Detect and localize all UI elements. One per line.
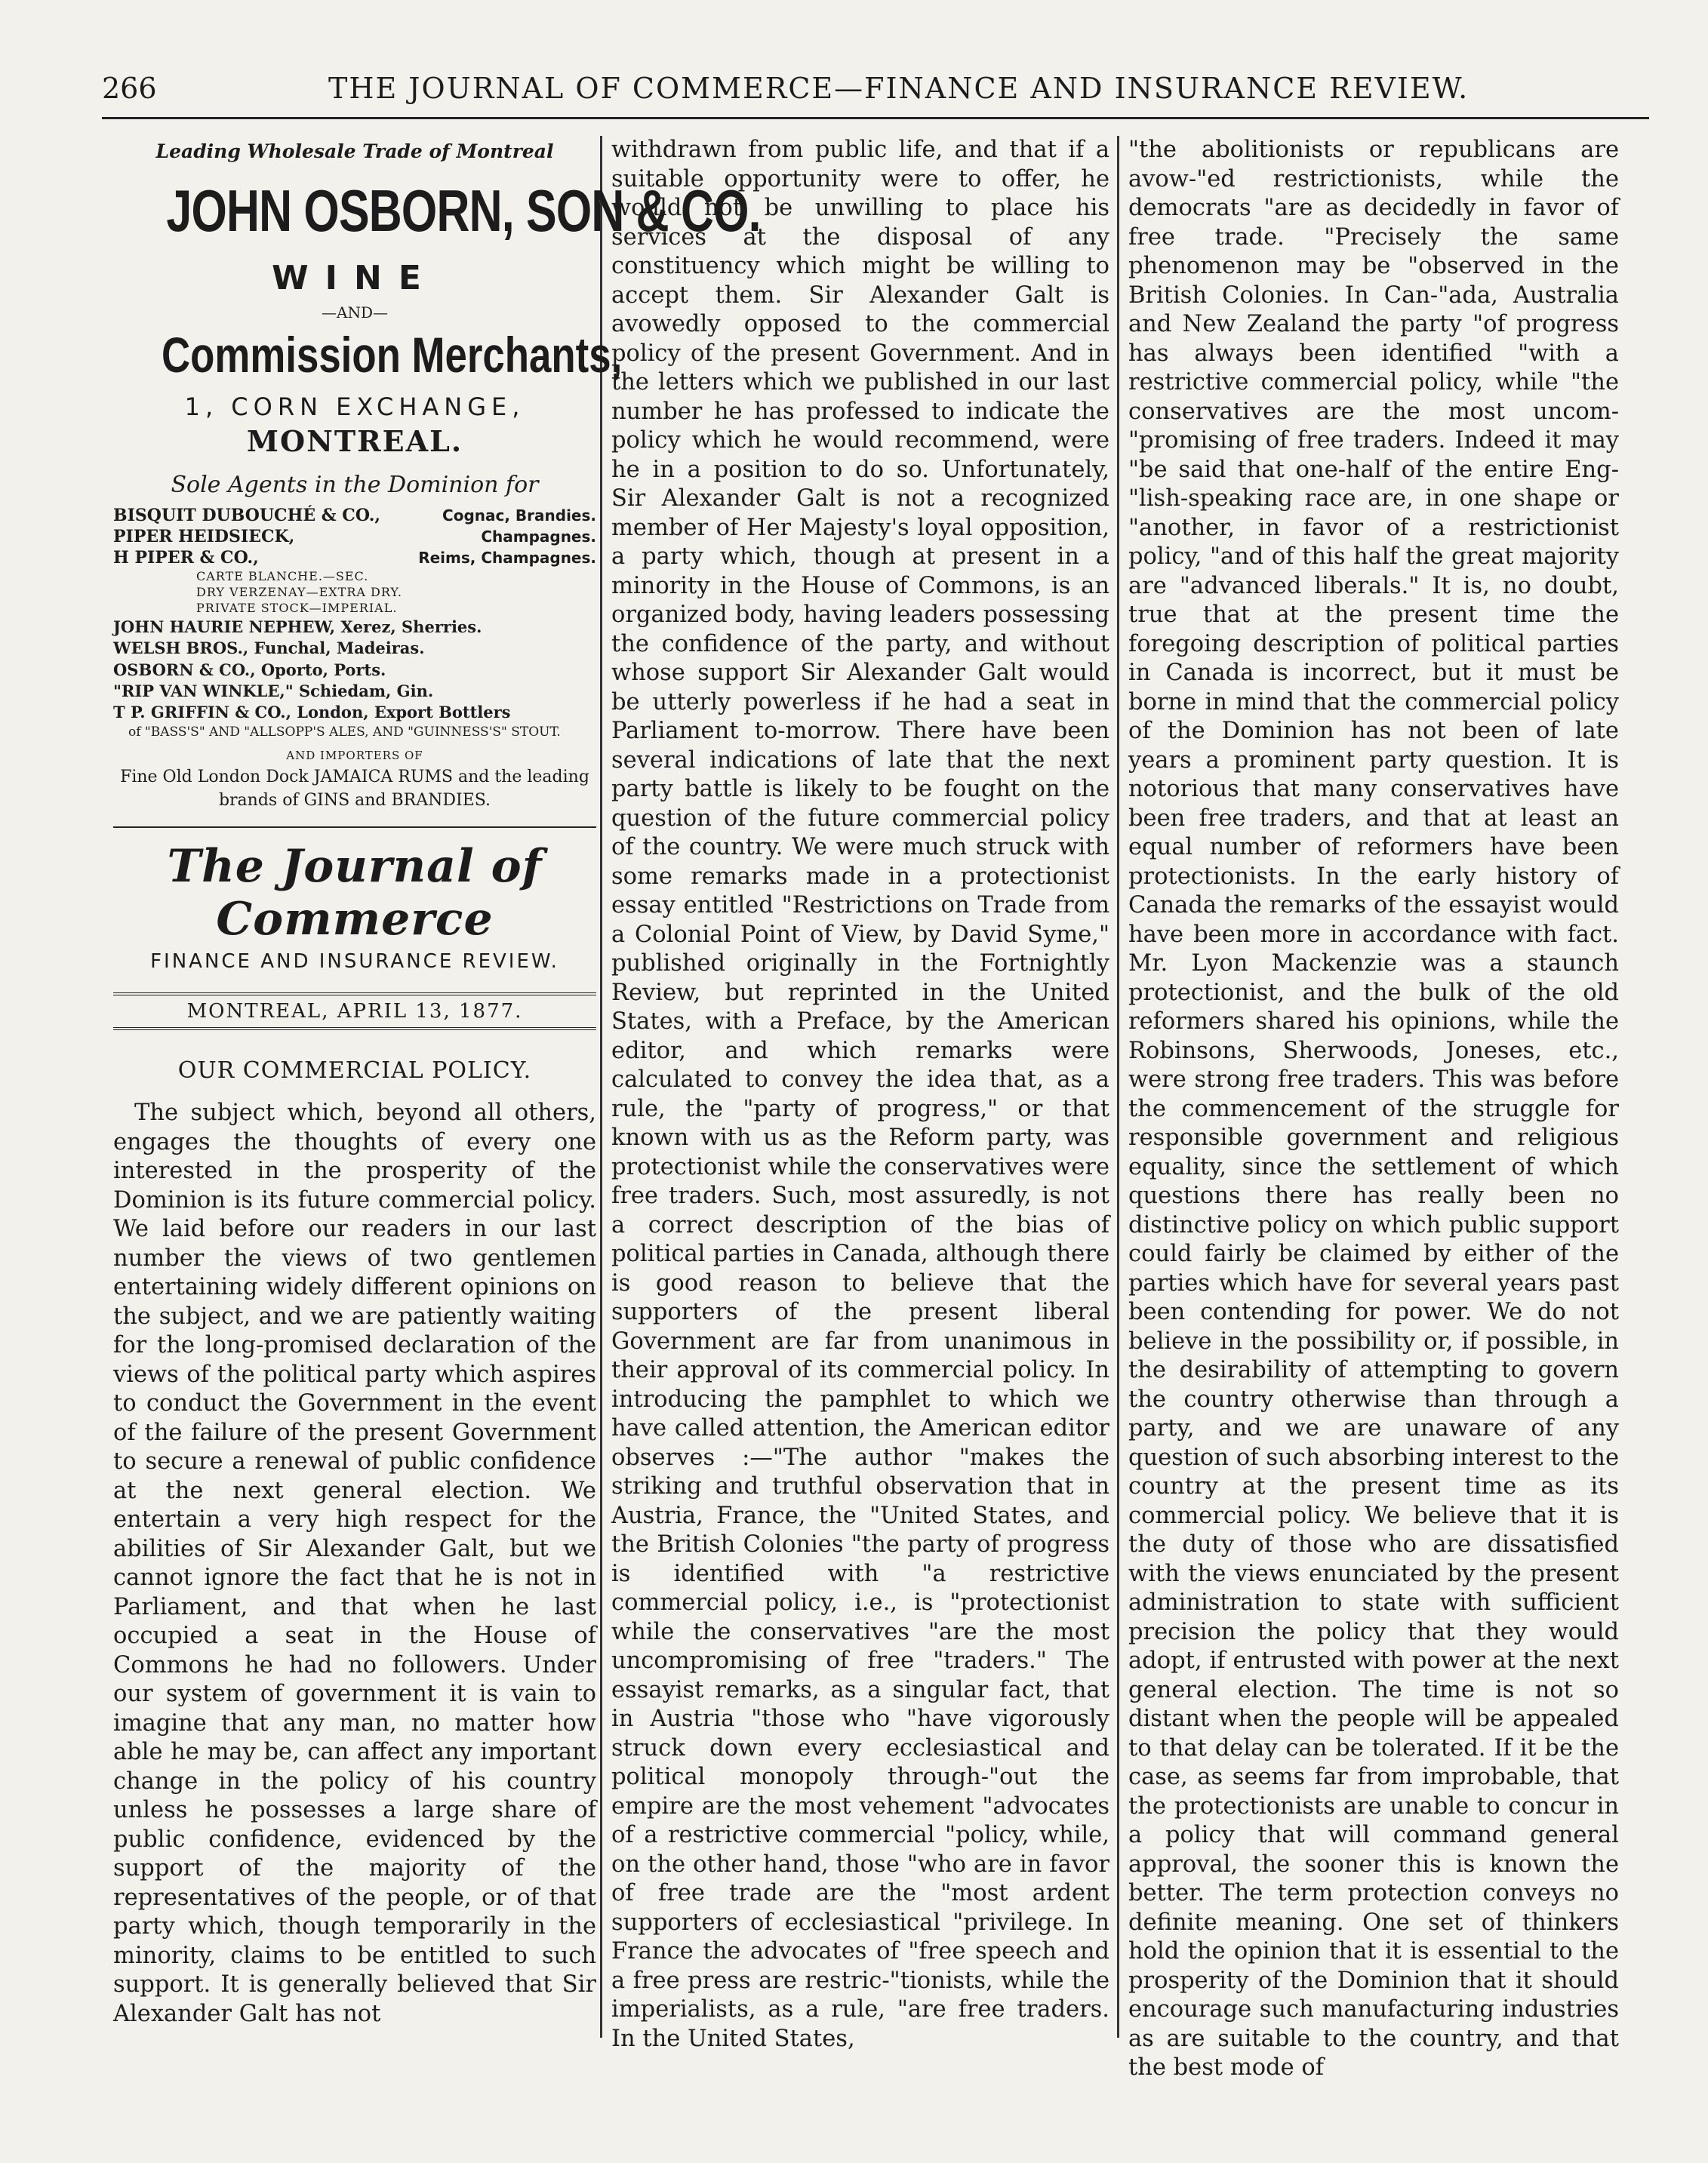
header-rule (102, 117, 1649, 119)
column-divider (1117, 136, 1119, 2038)
dateline: MONTREAL, APRIL 13, 1877. (113, 992, 596, 1030)
agent-line: "RIP VAN WINKLE," Schiedam, Gin. (113, 681, 434, 700)
column-1 (113, 136, 761, 2029)
agent-row (113, 527, 596, 546)
ad-wine-heading: WINE (272, 258, 438, 297)
piper-brand: PRIVATE STOCK—IMPERIAL. (196, 601, 398, 616)
agent-line: JOHN HAURIE NEPHEW, Xerez, Sherries. (113, 617, 482, 636)
piper-brand: CARTE BLANCHE.—SEC. (196, 569, 369, 584)
column-2 (611, 136, 1109, 2054)
running-head: THE JOURNAL OF COMMERCE—FINANCE AND INSURANCE REVIEW. (328, 72, 1469, 105)
article-text-col1: The subject which, beyond all others, engages the thoughts of every one interested in the prosperity of the Dominion is its future commercial policy. We laid before our readers in our last number the views of two gentlemen entertaining widely different opinions on the subject, and we are patiently waiting for the long-promised declaration of the views of the political party which aspires to conduct the Government in the event of the failure of the present Government to secure a renewal of public confidence at the next general election. We entertain a very high respect for the abilities of Sir Alexander Galt, but we cannot ignore the fact that he is not in Parliament, and that when he last occupied a seat in the House of Commons he had no followers. Under our system of government it is vain to imagine that any man, no matter how able he may be, can affect any important change in the policy of his country unless he possesses a large share of public confidence, evidenced by the support of the majority of the representatives of the people, or of that party which, though temporarily in the minority, claims to be entitled to such support. It is generally believed that Sir Alexander Galt has not (113, 1100, 596, 2027)
agent-product: Cognac, Brandies. (442, 506, 596, 525)
column-3 (1128, 136, 1619, 2083)
agent-product: Reims, Champagnes. (418, 549, 596, 568)
ad-and: —AND— (322, 303, 388, 322)
article-text-col2: withdrawn from public life, and that if a suitable opportunity were to offer, he would not be unwilling to place his services at the disposal of any constituency which might be willing to accept them. Sir Alexander Galt is avowedly opposed to the commercial policy of the present Government. And in the letters which we published in our last number he has professed to indicate the policy which he would recommend, were he in a position to do so. Unfortunately, Sir Alexander Galt is not a recognized member of Her Majesty's loyal opposition, a party which, though at present in a minority in the House of Commons, is an organized body, having leaders possessing the confidence of the party, and without whose support Sir Alexander Galt would be utterly powerless if he had a seat in Parliament to-morrow. There have been several indications of late that the next party battle is likely to be fought on the question of the future commercial policy of the country. We were much struck with some remarks made in a protectionist essay entitled "Restrictions on Trade from a Colonial Point of View, by David Syme," published originally in the Fortnightly Review, but reprinted in the United States, with a Preface, by the American editor, and which remarks were calculated to convey the idea that, as a rule, the "party of progress," or that known with us as the Reform party, was protectionist while the conservatives were free traders. Such, most assuredly, is not a correct description of the bias of political parties in Canada, although there is good reason to believe that the supporters of the present liberal Government are far from unanimous in their approval of its commercial policy. In introducing the pamphlet to which we have called attention, the American editor observes :—"The author "makes the striking and truthful observation that in Austria, France, the "United States, and the British Colonies "the party of progress is identified with "a restrictive commercial policy, i.e., is "protectionist while the conservatives "are the most uncompromising of free "traders." The essayist remarks, as a singular fact, that in Austria "those who "have vigorously struck down every ecclesiastical and political monopoly through-"out the empire are the most vehement "advocates of a restrictive commercial "policy, while, on the other hand, those "who are in favor of free trade are the "most ardent supporters of ecclesiastical "privilege. In France the advocates of "free speech and a free press are restric-"tionists, while the imperialists, as a rule, "are free traders. In the United States, (611, 137, 1109, 2052)
column-divider (600, 136, 602, 2038)
masthead-rule (113, 826, 596, 828)
fine-spirits-line: Fine Old London Dock JAMAICA RUMS and the leading brands of GINS and BRANDIES. (120, 767, 589, 811)
agent-name: H PIPER & CO., (113, 548, 259, 568)
agent-name: BISQUIT DUBOUCHÉ & CO., (113, 506, 381, 526)
piper-brand: DRY VERZENAY—EXTRA DRY. (196, 585, 402, 600)
agent-name: PIPER HEIDSIECK, (113, 527, 295, 547)
page-header (102, 72, 1649, 117)
ad-agents-heading: Sole Agents in the Dominion for (171, 472, 539, 499)
advertisement (113, 140, 761, 813)
ad-address: 1, CORN EXCHANGE, (184, 392, 525, 422)
article-title: OUR COMMERCIAL POLICY. (177, 1057, 532, 1085)
ad-commission-heading: Commission Merchants, (162, 326, 623, 383)
ad-city: MONTREAL. (246, 424, 463, 459)
agent-product: Champagnes. (481, 528, 596, 546)
ad-leading-line: Leading Wholesale Trade of Montreal (155, 140, 554, 162)
masthead-title: The Journal of Commerce (167, 840, 543, 946)
article-text-col3: "the abolitionists or republicans are avow-"ed restrictionists, while the democrats "are as decidedly in favor of free trade. "Precisely the same phenomenon may be "observed in the British Colonies. In Can-"ada, Australia and New Zealand the party "of progress has always been identified "with a restrictive commercial policy, while "the conservatives are the most uncom-"promising of free traders. Indeed it may "be said that one-half of the entire Eng-"lish-speaking race are, in one shape or "another, in favor of a restrictionist policy, "and of this half the great majority are "advanced liberals." It is, no doubt, true that at the present time the foregoing description of political parties in Canada is incorrect, but it must be borne in mind that the commercial policy of the Dominion has not been of late years a prominent party question. It is notorious that many conservatives have been free traders, and that at least an equal number of reformers have been protectionists. In the early history of Canada the remarks of the essayist would have been more in accordance with fact. Mr. Lyon Mackenzie was a staunch protectionist, and the bulk of the old reformers shared his opinions, while the Robinsons, Sherwoods, Joneses, etc., were strong free traders. This was before the commencement of the struggle for responsible government and religious equality, since the settlement of which questions there has really been no distinctive policy on which public support could fairly be claimed by either of the parties which have for several years past been contending for power. We do not believe in the possibility or, if possible, in the desirability of attempting to govern the country otherwise than through a party, and we are unaware of any question of such absorbing interest to the country at the present time as its commercial policy. We believe that it is the duty of those who are dissatisfied with the views enunciated by the present administration to state with sufficient precision the policy that they would adopt, if entrusted with power at the next general election. The time is not so distant when the people will be appealed to that delay can be tolerated. If it be the case, as seems far from improbable, that the protectionists are unable to concur in a policy that will command general approval, the sooner this is known the better. The term protection conveys no definite meaning. One set of thinkers hold the opinion that it is essential to the prosperity of the Dominion that it should encourage such manufacturing industries as are suitable to the country, and that the best mode of (1128, 137, 1619, 2081)
griffin-line: of "BASS'S" AND "ALLSOPP'S ALES, AND "GUINNESS'S" STOUT. (128, 724, 561, 740)
agent-row (113, 548, 596, 568)
agent-line: OSBORN & CO., Oporto, Ports. (113, 660, 386, 679)
agent-line: T P. GRIFFIN & CO., London, Export Bottlers (113, 703, 511, 722)
page-number: 266 (102, 72, 157, 105)
importers-line: AND IMPORTERS OF (286, 748, 423, 762)
agent-row (113, 506, 596, 525)
masthead-subtitle: FINANCE AND INSURANCE REVIEW. (150, 950, 559, 974)
agent-line: WELSH BROS., Funchal, Madeiras. (113, 638, 425, 658)
ad-firm-name: JOHN OSBORN, SON & CO. (166, 177, 761, 244)
